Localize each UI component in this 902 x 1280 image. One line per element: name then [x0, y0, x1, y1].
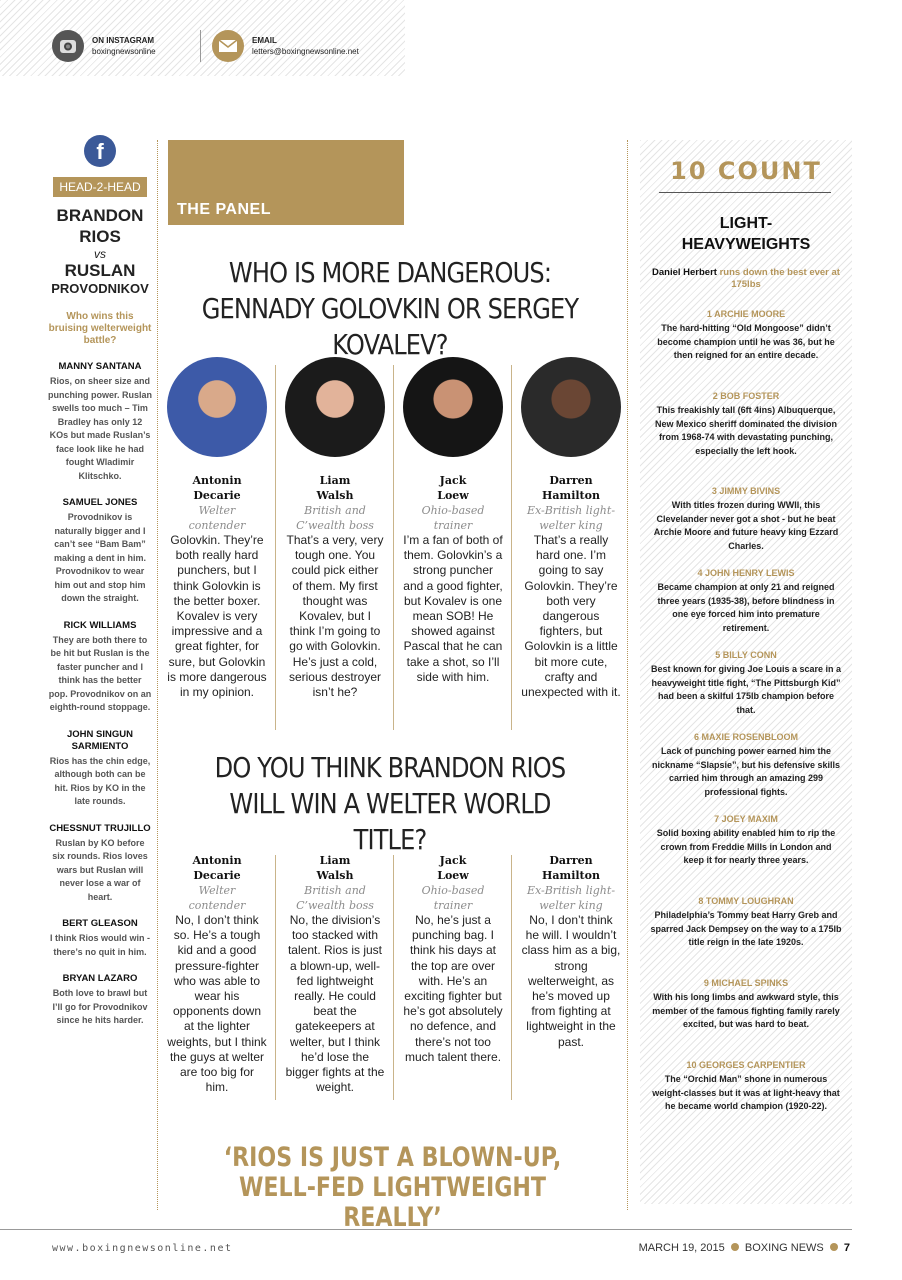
entry-title: 9 MICHAEL SPINKS [703, 978, 789, 988]
panelist-name: Antonin Decarie [192, 474, 242, 502]
answer-2: No, I don’t think he will. I wouldn’t class him as a big, strong welterweight, as he’s moved up from fighting at lightweight in the past. [521, 913, 621, 1049]
avatar-jack-loew [403, 357, 503, 457]
entry-text: This freakishly tall (6ft 4ins) Albuquerque, New Mexico sheriff dominated the division from 1968-74 with devastating punching, especially the left hook. [654, 405, 838, 457]
pundit-text: They are both there to be hit but Ruslan is the faster puncher and I think has the better pop. Provodnikov on an eighth-round stoppage. [48, 634, 152, 712]
email-label: EMAIL [252, 36, 277, 45]
byline-text: runs down the best ever at 175lbs [719, 267, 840, 290]
pundit-entry [48, 361, 152, 483]
entry-text: With titles frozen during WWII, this Clevelander never got a shot - but he beat Archie Moore and future heavy king Ezzard Charles. [653, 500, 839, 552]
issue-date: MARCH 19, 2015 [638, 1242, 725, 1254]
pundit-text: Both love to brawl but I’ll go for Provodnikov since he hits harder. [52, 988, 148, 1025]
column-divider [511, 365, 512, 730]
entry-title: 10 GEORGES CARPENTIER [686, 1060, 806, 1070]
title-rule [659, 192, 831, 193]
answer-1: I’m a fan of both of them. Golovkin’s a strong puncher and a good fighter, but Kovalev is one mean SOB! He showed against Pascal that he can take a shot, so I’ll side with him. [403, 533, 503, 684]
answer-1: That’s a very, very tough one. You could pick either of them. My first thought was Kovalev, but I think I’m going to go with Golovkin. He’s just a cold, serious destroyer isn’t he? [286, 533, 384, 700]
head-2-head-sidebar [48, 135, 152, 1028]
pundit-name: MANNY SANTANA [58, 361, 142, 372]
panel-label: THE PANEL [177, 201, 271, 218]
pundit-entry [48, 973, 152, 1028]
pundit-list [48, 361, 152, 1028]
pundit-text: Provodnikov is naturally bigger and I can’t see “Bam Bam” making a dent in him. Provodnikov to wear him out and stop him down the straight. [53, 512, 146, 603]
instagram-label: ON INSTAGRAM [92, 36, 155, 45]
ten-count-title: 10 COUNT [670, 157, 822, 185]
fighter1-name: BRANDON RIOS [56, 206, 144, 246]
avatar-darren-hamilton [521, 357, 621, 457]
byline [640, 267, 852, 291]
envelope-icon [212, 30, 244, 62]
panelist-column [167, 473, 267, 700]
entry-title: 4 JOHN HENRY LEWIS [697, 568, 795, 578]
pundit-name: BRYAN LAZARO [62, 973, 138, 984]
entry-text: The “Orchid Man” shone in numerous weight-classes but it was at light-heavy that he became world champion (1920-22). [652, 1074, 840, 1112]
header-strip [0, 0, 405, 76]
panelist-column [403, 473, 503, 685]
column-divider [275, 855, 276, 1100]
panelist-name: Liam Walsh [316, 474, 354, 502]
ten-count-box [640, 140, 852, 1204]
panelist-role: British and C’wealth boss [296, 504, 374, 532]
fighter2-first: RUSLAN [64, 261, 136, 280]
pundit-name: RICK WILLIAMS [63, 619, 137, 631]
panelist-role: British and C’wealth boss [296, 884, 374, 912]
pundit-text: Rios, on sheer size and punching power. Ruslan swells too much – Tim Bradley has only 12 KOs but made Ruslan’s face look like he had fought Wladimir Klitschko. [48, 376, 153, 481]
column-divider [393, 855, 394, 1100]
entry-text: Lack of punching power earned him the nickname “Slapsie”, but his defensive skills carried him through an amazing 299 professional fights. [651, 746, 841, 798]
pundit-name: BERT GLEASON [62, 918, 138, 929]
answer-2: No, the division’s too stacked with talent. Rios is just a blown-up, well-fed lightweight really. He could beat the gatekeepers at welter, but I think he’d lose the bigger fights at the weight. [285, 913, 385, 1095]
pundit-text: I think Rios would win - there’s no quit in him. [50, 933, 150, 957]
answer-2: No, he’s just a punching bag. I think his days at the top are over with. He’s an exciting fighter but he’s got absolutely no defence, and there’s not too much talent there. [403, 913, 503, 1064]
facebook-icon[interactable]: f [84, 135, 116, 167]
panel-label-box [168, 140, 404, 225]
panelist-role: Ohio-based trainer [421, 884, 485, 912]
entry-text: Philadelphia’s Tommy beat Harry Greb and sparred Jack Dempsey on the way to a 175lb title reign in the late 1920s. [650, 910, 842, 948]
answer-2: No, I don’t think so. He’s a tough kid and a good pressure-fighter who was able to wear his opponents down at the lighter weights, but I think the guys at welter are too big for him. [167, 913, 267, 1095]
ten-count-entry [650, 895, 842, 950]
email-contact[interactable] [212, 30, 359, 62]
panelist-name: Jack Loew [437, 474, 469, 502]
avatar-antonin-decarie [167, 357, 267, 457]
panelist-role: Ex-British light-welter king [526, 504, 616, 532]
instagram-handle[interactable]: boxingnewsonline [92, 47, 156, 56]
column-divider [511, 855, 512, 1100]
email-address[interactable]: letters@boxingnewsonline.net [252, 47, 359, 56]
panelist-role: Welter contender [188, 884, 246, 912]
pundit-entry [48, 620, 152, 715]
left-divider [157, 140, 158, 1210]
footer-rule [0, 1229, 852, 1230]
entry-title: 7 JOEY MAXIM [714, 814, 778, 824]
pundit-entry [48, 729, 152, 809]
bullet-icon [731, 1243, 739, 1251]
column-divider [275, 365, 276, 730]
instagram-contact[interactable] [52, 30, 156, 62]
footer-website[interactable]: www.boxingnewsonline.net [52, 1243, 233, 1254]
entry-title: 6 MAXIE ROSENBLOOM [693, 732, 798, 742]
entry-title: 5 BILLY CONN [715, 650, 777, 660]
pundit-entry [48, 497, 152, 606]
entry-title: 3 JIMMY BIVINS [711, 486, 781, 496]
avatar-liam-walsh [285, 357, 385, 457]
right-divider [627, 140, 628, 1210]
pull-quote: ‘RIOS IS JUST A BLOWN-UP, WELL-FED LIGHTWEIGHT REALLY’ [223, 1142, 562, 1233]
fighter2-last: PROVODNIKOV [51, 281, 149, 296]
ten-count-subtitle: LIGHT- HEAVYWEIGHTS [681, 215, 811, 253]
pundit-name: SAMUEL JONES [62, 497, 138, 508]
entry-title: 8 TOMMY LOUGHRAN [698, 896, 794, 906]
panelist-name: Darren Hamilton [542, 854, 600, 882]
panelist-name: Darren Hamilton [542, 474, 600, 502]
ten-count-entry [650, 649, 842, 718]
panelist-column [285, 853, 385, 1095]
ten-count-entry [650, 485, 842, 554]
panelist-column [403, 853, 503, 1065]
ten-count-entry [650, 308, 842, 363]
entry-text: Best known for giving Joe Louis a scare in a heavyweight title fight, “The Pittsburgh Kid” had been a skilful 175lb champion before that. [650, 664, 842, 716]
entry-text: With his long limbs and awkward style, this member of the famous fighting family rarely excited, but was hard to beat. [652, 992, 840, 1030]
pundit-entry [48, 918, 152, 959]
pundit-name: JOHN SINGUN SARMIENTO [67, 728, 133, 752]
page-number: 7 [843, 1242, 850, 1254]
panelist-column [167, 853, 267, 1095]
ten-count-subtitle-text [810, 234, 811, 235]
question-1: WHO IS MORE DANGEROUS: GENNADY GOLOVKIN OR SERGEY KOVALEV? [201, 256, 579, 361]
pundit-text: Ruslan by KO before six rounds. Rios loves wars but Ruslan will never lose a war of heart. [52, 837, 148, 902]
header-divider [200, 30, 201, 62]
panelist-name: Liam Walsh [316, 854, 354, 882]
entry-title: 2 BOB FOSTER [712, 391, 780, 401]
page-folio [639, 1242, 850, 1254]
author-name: Daniel Herbert [652, 267, 717, 278]
ten-count-entry [650, 813, 842, 868]
ten-count-entry [650, 731, 842, 800]
pundit-entry [48, 823, 152, 905]
panelist-name: Jack Loew [437, 854, 469, 882]
pundit-name: CHESSNUT TRUJILLO [49, 822, 151, 834]
entry-title: 1 ARCHIE MOORE [706, 309, 786, 319]
entry-text: The hard-hitting “Old Mongoose” didn’t become champion until he was 36, but he then reigned for an entire decade. [657, 323, 835, 361]
panelist-column [285, 473, 385, 700]
section-label: HEAD-2-HEAD [53, 177, 146, 197]
instagram-icon [52, 30, 84, 62]
entry-text: Became champion at only 21 and reigned three years (1935-38), before blindness in one eye forced him into premature retirement. [657, 582, 835, 634]
question-2: DO YOU THINK BRANDON RIOS WILL WIN A WELTER WORLD TITLE? [214, 751, 566, 856]
panelist-name: Antonin Decarie [192, 854, 242, 882]
panelist-column [521, 853, 621, 1050]
vs-label: vs [94, 247, 106, 261]
panelist-role: Ex-British light-welter king [526, 884, 616, 912]
column-divider [393, 365, 394, 730]
sidebar-question: Who wins this bruising welterweight battle? [48, 311, 152, 346]
ten-count-entry [650, 1059, 842, 1114]
ten-count-entry [650, 977, 842, 1032]
panelist-role: Ohio-based trainer [421, 504, 485, 532]
ten-count-entry [650, 390, 842, 459]
answer-1: That’s a really hard one. I’m going to say Golovkin. They’re both very dangerous fighters, but Golovkin is a little bit more cute, crafty and unexpected with it. [521, 533, 621, 700]
pundit-text: Rios has the chin edge, although both can be hit. Rios by KO in the late rounds. [49, 755, 151, 806]
panelist-role: Welter contender [188, 504, 246, 532]
entry-text: Solid boxing ability enabled him to rip the crown from Freddie Mills in London and keep it for nearly three years. [656, 828, 836, 866]
panelist-column [521, 473, 621, 700]
bullet-icon [830, 1243, 838, 1251]
ten-count-entry [650, 567, 842, 636]
answer-1: Golovkin. They’re both really hard punchers, but I think Golovkin is the better boxer. Kovalev is very impressive and a great fighter, for sure, but Golovkin is more dangerous in my opinion. [167, 533, 267, 700]
publication-name: BOXING NEWS [744, 1242, 824, 1254]
